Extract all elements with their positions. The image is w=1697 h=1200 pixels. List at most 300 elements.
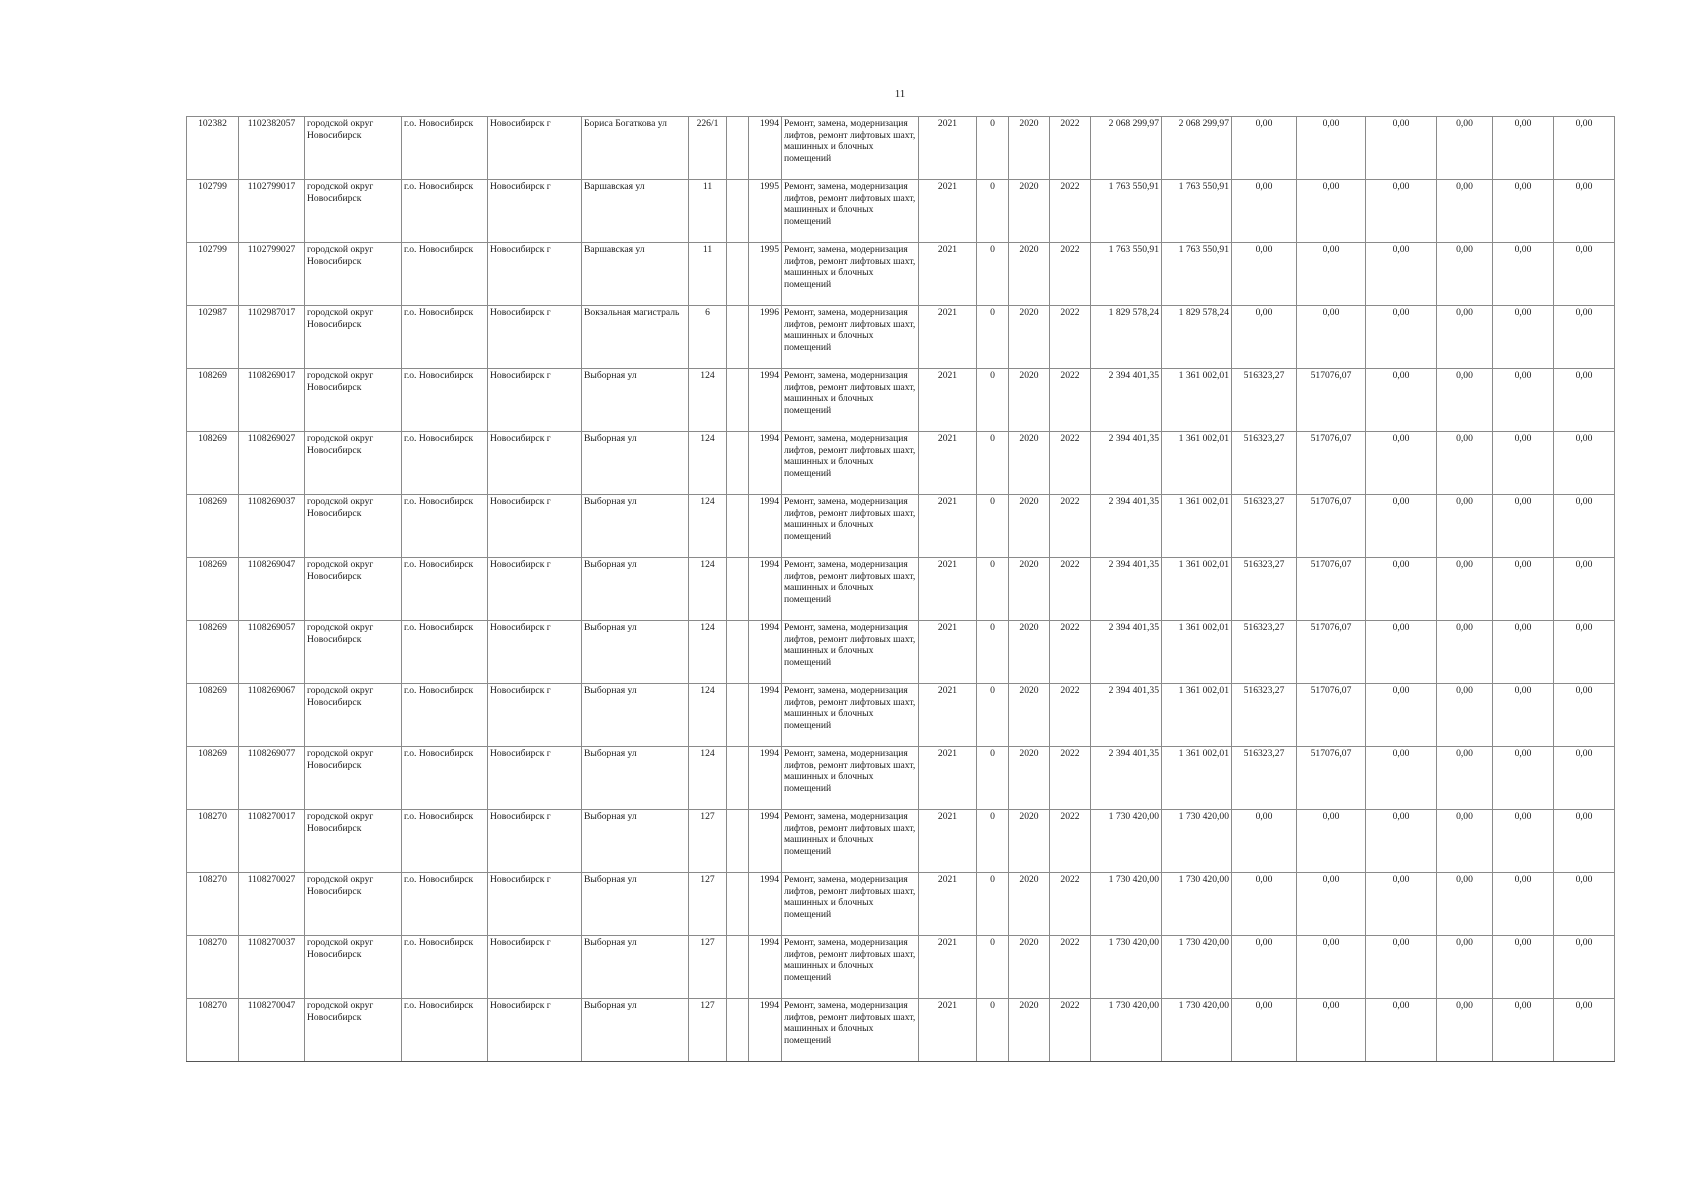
cell-city: Новосибирск г	[488, 936, 582, 999]
cell-cost-source-6: 0,00	[1493, 747, 1554, 810]
cell-cost-source-6: 0,00	[1493, 558, 1554, 621]
cell-building-corpus	[727, 369, 749, 432]
cell-city: Новосибирск г	[488, 558, 582, 621]
cell-work-type: Ремонт, замена, модернизация лифтов, ремонт лифтовых шахт, машинных и блочных помещений	[782, 180, 919, 243]
cell-cost-source-7: 0,00	[1554, 621, 1615, 684]
cell-lift-id: 1108270017	[239, 810, 305, 873]
cell-cost-source-7: 0,00	[1554, 684, 1615, 747]
cell-lift-id: 1108269077	[239, 747, 305, 810]
cell-cost-source-4: 0,00	[1366, 243, 1437, 306]
cell-commission-year: 1994	[749, 999, 782, 1062]
cell-municipality: городской округ Новосибирск	[305, 558, 402, 621]
cell-cost-source-1: 1 361 002,01	[1162, 432, 1232, 495]
cell-house-number: 124	[689, 558, 727, 621]
cell-city: Новосибирск г	[488, 999, 582, 1062]
cell-building-corpus	[727, 432, 749, 495]
cell-object-id: 108269	[187, 747, 239, 810]
cell-plan-year: 2021	[919, 558, 977, 621]
cell-flag: 0	[977, 747, 1009, 810]
registry-body	[187, 117, 1615, 1062]
cell-work-type: Ремонт, замена, модернизация лифтов, ремонт лифтовых шахт, машинных и блочных помещений	[782, 684, 919, 747]
cell-cost-source-3: 0,00	[1297, 306, 1366, 369]
cell-lift-id: 1108270027	[239, 873, 305, 936]
cell-cost-source-3: 0,00	[1297, 999, 1366, 1062]
cell-cost-source-2: 0,00	[1232, 873, 1297, 936]
cell-city: Новосибирск г	[488, 495, 582, 558]
cell-street: Варшавская ул	[582, 243, 689, 306]
cell-work-type: Ремонт, замена, модернизация лифтов, ремонт лифтовых шахт, машинных и блочных помещений	[782, 369, 919, 432]
cell-end-year: 2022	[1050, 621, 1091, 684]
cell-municipality: городской округ Новосибирск	[305, 180, 402, 243]
cell-cost-source-7: 0,00	[1554, 432, 1615, 495]
cell-commission-year: 1994	[749, 684, 782, 747]
cell-end-year: 2022	[1050, 306, 1091, 369]
cell-object-id: 102382	[187, 117, 239, 180]
cell-building-corpus	[727, 495, 749, 558]
cell-total-cost: 1 730 420,00	[1091, 936, 1162, 999]
cell-building-corpus	[727, 117, 749, 180]
cell-plan-year: 2021	[919, 117, 977, 180]
cell-cost-source-4: 0,00	[1366, 684, 1437, 747]
cell-end-year: 2022	[1050, 369, 1091, 432]
cell-city: Новосибирск г	[488, 180, 582, 243]
cell-lift-id: 1108270047	[239, 999, 305, 1062]
cell-end-year: 2022	[1050, 495, 1091, 558]
cell-start-year: 2020	[1009, 936, 1050, 999]
cell-lift-id: 1108269027	[239, 432, 305, 495]
cell-house-number: 124	[689, 684, 727, 747]
cell-cost-source-1: 1 361 002,01	[1162, 495, 1232, 558]
cell-work-type: Ремонт, замена, модернизация лифтов, ремонт лифтовых шахт, машинных и блочных помещений	[782, 936, 919, 999]
cell-cost-source-3: 517076,07	[1297, 432, 1366, 495]
cell-flag: 0	[977, 495, 1009, 558]
cell-district: г.о. Новосибирск	[402, 243, 488, 306]
cell-cost-source-4: 0,00	[1366, 999, 1437, 1062]
cell-end-year: 2022	[1050, 999, 1091, 1062]
cell-cost-source-6: 0,00	[1493, 432, 1554, 495]
cell-cost-source-5: 0,00	[1437, 810, 1493, 873]
cell-building-corpus	[727, 621, 749, 684]
cell-district: г.о. Новосибирск	[402, 306, 488, 369]
cell-plan-year: 2021	[919, 999, 977, 1062]
cell-street: Бориса Богаткова ул	[582, 117, 689, 180]
cell-cost-source-1: 1 730 420,00	[1162, 999, 1232, 1062]
cell-end-year: 2022	[1050, 810, 1091, 873]
cell-cost-source-3: 517076,07	[1297, 684, 1366, 747]
cell-cost-source-1: 1 829 578,24	[1162, 306, 1232, 369]
cell-plan-year: 2021	[919, 621, 977, 684]
cell-street: Выборная ул	[582, 936, 689, 999]
cell-cost-source-2: 0,00	[1232, 180, 1297, 243]
cell-house-number: 124	[689, 369, 727, 432]
cell-cost-source-6: 0,00	[1493, 936, 1554, 999]
cell-total-cost: 2 394 401,35	[1091, 684, 1162, 747]
table-row	[187, 936, 1615, 999]
cell-object-id: 108270	[187, 873, 239, 936]
cell-municipality: городской округ Новосибирск	[305, 369, 402, 432]
cell-building-corpus	[727, 180, 749, 243]
cell-work-type: Ремонт, замена, модернизация лифтов, ремонт лифтовых шахт, машинных и блочных помещений	[782, 306, 919, 369]
cell-work-type: Ремонт, замена, модернизация лифтов, ремонт лифтовых шахт, машинных и блочных помещений	[782, 873, 919, 936]
cell-commission-year: 1994	[749, 810, 782, 873]
cell-cost-source-7: 0,00	[1554, 369, 1615, 432]
cell-cost-source-5: 0,00	[1437, 558, 1493, 621]
cell-cost-source-2: 516323,27	[1232, 432, 1297, 495]
cell-total-cost: 1 829 578,24	[1091, 306, 1162, 369]
table-row	[187, 747, 1615, 810]
cell-total-cost: 2 394 401,35	[1091, 495, 1162, 558]
cell-street: Выборная ул	[582, 369, 689, 432]
cell-cost-source-7: 0,00	[1554, 117, 1615, 180]
cell-flag: 0	[977, 243, 1009, 306]
cell-cost-source-7: 0,00	[1554, 558, 1615, 621]
cell-object-id: 102987	[187, 306, 239, 369]
cell-district: г.о. Новосибирск	[402, 810, 488, 873]
cell-commission-year: 1994	[749, 873, 782, 936]
cell-cost-source-5: 0,00	[1437, 306, 1493, 369]
cell-cost-source-7: 0,00	[1554, 873, 1615, 936]
cell-commission-year: 1994	[749, 117, 782, 180]
cell-cost-source-3: 0,00	[1297, 873, 1366, 936]
cell-building-corpus	[727, 558, 749, 621]
cell-district: г.о. Новосибирск	[402, 999, 488, 1062]
cell-house-number: 6	[689, 306, 727, 369]
cell-city: Новосибирск г	[488, 621, 582, 684]
cell-cost-source-2: 0,00	[1232, 936, 1297, 999]
cell-start-year: 2020	[1009, 495, 1050, 558]
cell-plan-year: 2021	[919, 810, 977, 873]
cell-district: г.о. Новосибирск	[402, 684, 488, 747]
cell-lift-id: 1102799017	[239, 180, 305, 243]
cell-cost-source-5: 0,00	[1437, 495, 1493, 558]
cell-cost-source-6: 0,00	[1493, 621, 1554, 684]
table-row	[187, 621, 1615, 684]
cell-lift-id: 1108270037	[239, 936, 305, 999]
cell-start-year: 2020	[1009, 747, 1050, 810]
cell-house-number: 124	[689, 747, 727, 810]
cell-total-cost: 1 730 420,00	[1091, 810, 1162, 873]
cell-city: Новосибирск г	[488, 243, 582, 306]
cell-district: г.о. Новосибирск	[402, 873, 488, 936]
cell-district: г.о. Новосибирск	[402, 747, 488, 810]
cell-object-id: 108269	[187, 621, 239, 684]
cell-cost-source-1: 1 361 002,01	[1162, 369, 1232, 432]
cell-lift-id: 1108269067	[239, 684, 305, 747]
cell-total-cost: 1 730 420,00	[1091, 873, 1162, 936]
cell-house-number: 226/1	[689, 117, 727, 180]
cell-commission-year: 1994	[749, 369, 782, 432]
cell-object-id: 108269	[187, 369, 239, 432]
cell-street: Выборная ул	[582, 684, 689, 747]
cell-municipality: городской округ Новосибирск	[305, 243, 402, 306]
cell-cost-source-4: 0,00	[1366, 432, 1437, 495]
cell-commission-year: 1994	[749, 936, 782, 999]
cell-cost-source-1: 1 730 420,00	[1162, 936, 1232, 999]
cell-cost-source-1: 1 730 420,00	[1162, 873, 1232, 936]
cell-street: Вокзальная магистраль	[582, 306, 689, 369]
page-number: 11	[894, 88, 906, 100]
registry-table	[186, 116, 1615, 1062]
cell-total-cost: 1 763 550,91	[1091, 180, 1162, 243]
cell-building-corpus	[727, 936, 749, 999]
cell-start-year: 2020	[1009, 558, 1050, 621]
cell-total-cost: 2 394 401,35	[1091, 621, 1162, 684]
table-row	[187, 684, 1615, 747]
cell-plan-year: 2021	[919, 243, 977, 306]
cell-municipality: городской округ Новосибирск	[305, 810, 402, 873]
cell-cost-source-5: 0,00	[1437, 873, 1493, 936]
cell-cost-source-5: 0,00	[1437, 936, 1493, 999]
cell-start-year: 2020	[1009, 369, 1050, 432]
table-row	[187, 810, 1615, 873]
cell-cost-source-6: 0,00	[1493, 117, 1554, 180]
cell-municipality: городской округ Новосибирск	[305, 747, 402, 810]
cell-start-year: 2020	[1009, 873, 1050, 936]
cell-cost-source-7: 0,00	[1554, 747, 1615, 810]
cell-lift-id: 1108269047	[239, 558, 305, 621]
cell-building-corpus	[727, 747, 749, 810]
cell-lift-id: 1102987017	[239, 306, 305, 369]
cell-end-year: 2022	[1050, 180, 1091, 243]
cell-cost-source-4: 0,00	[1366, 369, 1437, 432]
cell-cost-source-6: 0,00	[1493, 684, 1554, 747]
cell-cost-source-1: 1 730 420,00	[1162, 810, 1232, 873]
cell-cost-source-5: 0,00	[1437, 432, 1493, 495]
cell-object-id: 108269	[187, 684, 239, 747]
cell-cost-source-4: 0,00	[1366, 117, 1437, 180]
cell-cost-source-1: 2 068 299,97	[1162, 117, 1232, 180]
table-row	[187, 306, 1615, 369]
cell-start-year: 2020	[1009, 684, 1050, 747]
cell-total-cost: 2 068 299,97	[1091, 117, 1162, 180]
cell-building-corpus	[727, 873, 749, 936]
cell-house-number: 11	[689, 243, 727, 306]
cell-building-corpus	[727, 810, 749, 873]
cell-building-corpus	[727, 684, 749, 747]
cell-city: Новосибирск г	[488, 117, 582, 180]
cell-municipality: городской округ Новосибирск	[305, 495, 402, 558]
cell-commission-year: 1995	[749, 180, 782, 243]
cell-house-number: 127	[689, 810, 727, 873]
table-row	[187, 432, 1615, 495]
cell-work-type: Ремонт, замена, модернизация лифтов, ремонт лифтовых шахт, машинных и блочных помещений	[782, 810, 919, 873]
cell-start-year: 2020	[1009, 999, 1050, 1062]
cell-flag: 0	[977, 873, 1009, 936]
cell-plan-year: 2021	[919, 747, 977, 810]
cell-total-cost: 2 394 401,35	[1091, 747, 1162, 810]
cell-cost-source-3: 0,00	[1297, 936, 1366, 999]
cell-cost-source-2: 516323,27	[1232, 747, 1297, 810]
cell-street: Выборная ул	[582, 999, 689, 1062]
cell-cost-source-1: 1 361 002,01	[1162, 558, 1232, 621]
cell-cost-source-2: 0,00	[1232, 243, 1297, 306]
table-row	[187, 999, 1615, 1062]
cell-start-year: 2020	[1009, 621, 1050, 684]
cell-street: Выборная ул	[582, 747, 689, 810]
table-row	[187, 873, 1615, 936]
cell-house-number: 127	[689, 936, 727, 999]
cell-house-number: 127	[689, 999, 727, 1062]
cell-flag: 0	[977, 558, 1009, 621]
cell-commission-year: 1994	[749, 558, 782, 621]
cell-building-corpus	[727, 243, 749, 306]
cell-lift-id: 1102799027	[239, 243, 305, 306]
cell-flag: 0	[977, 621, 1009, 684]
cell-cost-source-6: 0,00	[1493, 873, 1554, 936]
cell-cost-source-7: 0,00	[1554, 306, 1615, 369]
cell-plan-year: 2021	[919, 369, 977, 432]
cell-total-cost: 1 763 550,91	[1091, 243, 1162, 306]
cell-house-number: 124	[689, 621, 727, 684]
cell-street: Выборная ул	[582, 495, 689, 558]
cell-cost-source-5: 0,00	[1437, 999, 1493, 1062]
cell-plan-year: 2021	[919, 936, 977, 999]
cell-cost-source-6: 0,00	[1493, 999, 1554, 1062]
cell-total-cost: 1 730 420,00	[1091, 999, 1162, 1062]
cell-work-type: Ремонт, замена, модернизация лифтов, ремонт лифтовых шахт, машинных и блочных помещений	[782, 621, 919, 684]
cell-end-year: 2022	[1050, 243, 1091, 306]
cell-cost-source-4: 0,00	[1366, 180, 1437, 243]
cell-cost-source-3: 517076,07	[1297, 558, 1366, 621]
cell-start-year: 2020	[1009, 180, 1050, 243]
cell-district: г.о. Новосибирск	[402, 495, 488, 558]
cell-object-id: 102799	[187, 243, 239, 306]
table-row	[187, 180, 1615, 243]
cell-flag: 0	[977, 369, 1009, 432]
cell-cost-source-2: 516323,27	[1232, 495, 1297, 558]
cell-cost-source-4: 0,00	[1366, 306, 1437, 369]
cell-total-cost: 2 394 401,35	[1091, 432, 1162, 495]
cell-cost-source-7: 0,00	[1554, 243, 1615, 306]
cell-object-id: 102799	[187, 180, 239, 243]
cell-cost-source-2: 516323,27	[1232, 558, 1297, 621]
cell-work-type: Ремонт, замена, модернизация лифтов, ремонт лифтовых шахт, машинных и блочных помещений	[782, 243, 919, 306]
cell-cost-source-5: 0,00	[1437, 180, 1493, 243]
cell-cost-source-4: 0,00	[1366, 936, 1437, 999]
cell-street: Варшавская ул	[582, 180, 689, 243]
cell-city: Новосибирск г	[488, 432, 582, 495]
cell-flag: 0	[977, 306, 1009, 369]
cell-cost-source-2: 0,00	[1232, 999, 1297, 1062]
cell-municipality: городской округ Новосибирск	[305, 873, 402, 936]
cell-house-number: 11	[689, 180, 727, 243]
cell-end-year: 2022	[1050, 873, 1091, 936]
cell-building-corpus	[727, 306, 749, 369]
cell-cost-source-3: 517076,07	[1297, 621, 1366, 684]
cell-municipality: городской округ Новосибирск	[305, 117, 402, 180]
cell-district: г.о. Новосибирск	[402, 558, 488, 621]
cell-cost-source-7: 0,00	[1554, 810, 1615, 873]
cell-commission-year: 1996	[749, 306, 782, 369]
cell-cost-source-2: 516323,27	[1232, 684, 1297, 747]
cell-cost-source-5: 0,00	[1437, 369, 1493, 432]
cell-municipality: городской округ Новосибирск	[305, 684, 402, 747]
cell-work-type: Ремонт, замена, модернизация лифтов, ремонт лифтовых шахт, машинных и блочных помещений	[782, 999, 919, 1062]
cell-commission-year: 1994	[749, 747, 782, 810]
cell-total-cost: 2 394 401,35	[1091, 369, 1162, 432]
cell-building-corpus	[727, 999, 749, 1062]
cell-cost-source-4: 0,00	[1366, 495, 1437, 558]
cell-cost-source-3: 0,00	[1297, 810, 1366, 873]
table-row	[187, 369, 1615, 432]
cell-municipality: городской округ Новосибирск	[305, 621, 402, 684]
cell-object-id: 108269	[187, 432, 239, 495]
cell-end-year: 2022	[1050, 936, 1091, 999]
cell-flag: 0	[977, 684, 1009, 747]
cell-cost-source-1: 1 361 002,01	[1162, 684, 1232, 747]
cell-cost-source-6: 0,00	[1493, 369, 1554, 432]
cell-city: Новосибирск г	[488, 810, 582, 873]
cell-flag: 0	[977, 432, 1009, 495]
cell-flag: 0	[977, 936, 1009, 999]
table-row	[187, 558, 1615, 621]
cell-commission-year: 1995	[749, 243, 782, 306]
cell-cost-source-5: 0,00	[1437, 747, 1493, 810]
cell-cost-source-2: 0,00	[1232, 306, 1297, 369]
cell-start-year: 2020	[1009, 432, 1050, 495]
cell-object-id: 108270	[187, 999, 239, 1062]
cell-total-cost: 2 394 401,35	[1091, 558, 1162, 621]
cell-work-type: Ремонт, замена, модернизация лифтов, ремонт лифтовых шахт, машинных и блочных помещений	[782, 495, 919, 558]
cell-cost-source-2: 0,00	[1232, 810, 1297, 873]
cell-cost-source-6: 0,00	[1493, 810, 1554, 873]
cell-plan-year: 2021	[919, 306, 977, 369]
cell-cost-source-3: 0,00	[1297, 180, 1366, 243]
cell-cost-source-6: 0,00	[1493, 495, 1554, 558]
cell-object-id: 108270	[187, 936, 239, 999]
cell-cost-source-7: 0,00	[1554, 495, 1615, 558]
cell-cost-source-2: 516323,27	[1232, 369, 1297, 432]
cell-house-number: 124	[689, 495, 727, 558]
table-row	[187, 495, 1615, 558]
cell-street: Выборная ул	[582, 873, 689, 936]
cell-city: Новосибирск г	[488, 684, 582, 747]
cell-cost-source-6: 0,00	[1493, 180, 1554, 243]
cell-plan-year: 2021	[919, 684, 977, 747]
cell-flag: 0	[977, 117, 1009, 180]
cell-lift-id: 1102382057	[239, 117, 305, 180]
cell-cost-source-3: 517076,07	[1297, 495, 1366, 558]
cell-commission-year: 1994	[749, 495, 782, 558]
cell-commission-year: 1994	[749, 621, 782, 684]
cell-end-year: 2022	[1050, 684, 1091, 747]
cell-cost-source-4: 0,00	[1366, 621, 1437, 684]
cell-start-year: 2020	[1009, 306, 1050, 369]
cell-cost-source-6: 0,00	[1493, 243, 1554, 306]
cell-cost-source-4: 0,00	[1366, 747, 1437, 810]
cell-municipality: городской округ Новосибирск	[305, 432, 402, 495]
cell-cost-source-5: 0,00	[1437, 684, 1493, 747]
cell-cost-source-1: 1 361 002,01	[1162, 747, 1232, 810]
cell-flag: 0	[977, 810, 1009, 873]
cell-cost-source-3: 0,00	[1297, 117, 1366, 180]
cell-cost-source-3: 517076,07	[1297, 369, 1366, 432]
cell-cost-source-1: 1 361 002,01	[1162, 621, 1232, 684]
cell-street: Выборная ул	[582, 810, 689, 873]
cell-district: г.о. Новосибирск	[402, 936, 488, 999]
cell-municipality: городской округ Новосибирск	[305, 999, 402, 1062]
cell-cost-source-7: 0,00	[1554, 180, 1615, 243]
cell-district: г.о. Новосибирск	[402, 117, 488, 180]
cell-street: Выборная ул	[582, 558, 689, 621]
cell-work-type: Ремонт, замена, модернизация лифтов, ремонт лифтовых шахт, машинных и блочных помещений	[782, 117, 919, 180]
cell-lift-id: 1108269057	[239, 621, 305, 684]
cell-cost-source-1: 1 763 550,91	[1162, 243, 1232, 306]
cell-end-year: 2022	[1050, 747, 1091, 810]
cell-cost-source-4: 0,00	[1366, 810, 1437, 873]
cell-flag: 0	[977, 180, 1009, 243]
cell-district: г.о. Новосибирск	[402, 621, 488, 684]
